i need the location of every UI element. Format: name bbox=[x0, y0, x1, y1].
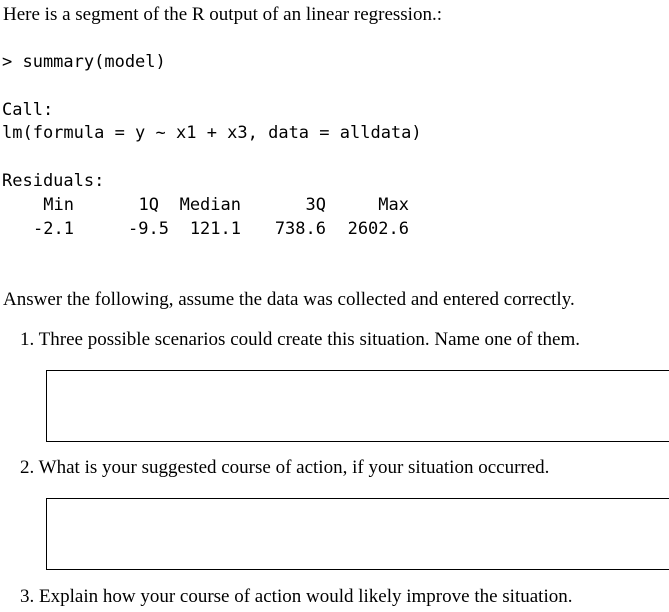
residual-value-3q: 738.6 bbox=[274, 219, 326, 239]
question-2-text: What is your suggested course of action, if your situation occurred. bbox=[38, 457, 550, 478]
question-3 bbox=[20, 586, 572, 608]
instruction-text: Answer the following, assume the data was collected and entered correctly. bbox=[3, 289, 575, 310]
question-1-number: 1. bbox=[20, 329, 35, 350]
residual-header-1q: 1Q bbox=[138, 195, 159, 215]
intro-text: Here is a segment of the R output of an linear regression.: bbox=[3, 4, 442, 25]
question-3-number: 3. bbox=[20, 586, 35, 607]
residual-header-max: Max bbox=[378, 195, 409, 215]
residual-value-median: 121.1 bbox=[189, 219, 241, 239]
answer-box-2[interactable] bbox=[46, 498, 669, 570]
question-1 bbox=[20, 329, 580, 351]
residual-value-min: -2.1 bbox=[33, 219, 74, 239]
residual-header-min: Min bbox=[43, 195, 74, 215]
question-2-number: 2. bbox=[20, 457, 35, 478]
residual-header-median: Median bbox=[179, 195, 241, 215]
r-command: > summary(model) bbox=[2, 52, 166, 72]
question-2 bbox=[20, 457, 549, 479]
question-1-text: Three possible scenarios could create this situation. Name one of them. bbox=[38, 329, 581, 350]
question-3-text: Explain how your course of action would likely improve the situation. bbox=[39, 586, 573, 607]
answer-box-1[interactable] bbox=[46, 370, 669, 442]
residuals-label: Residuals: bbox=[2, 171, 105, 191]
call-formula: lm(formula = y ~ x1 + x3, data = alldata) bbox=[2, 123, 422, 143]
residual-value-max: 2602.6 bbox=[347, 219, 409, 239]
residual-value-1q: -9.5 bbox=[128, 219, 169, 239]
call-label: Call: bbox=[2, 100, 54, 120]
residual-header-3q: 3Q bbox=[305, 195, 326, 215]
